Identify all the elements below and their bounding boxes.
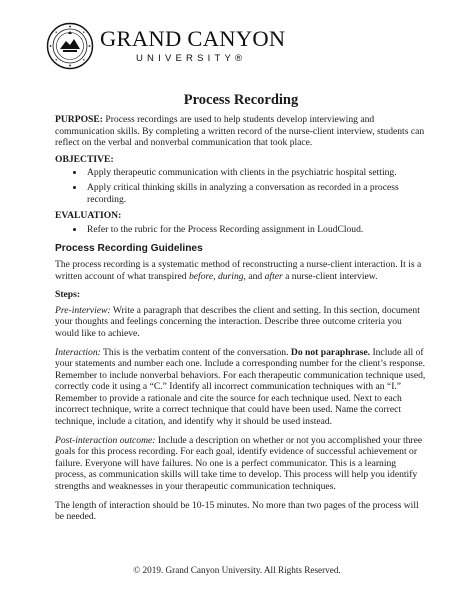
list-item: • Refer to the rubric for the Process Recording assignment in LoudCloud. <box>85 224 427 236</box>
objective-list <box>55 167 427 205</box>
guidelines-intro <box>55 259 427 282</box>
pre-interview-paragraph <box>55 305 427 340</box>
interaction-bold: Do not paraphrase. <box>290 346 371 358</box>
steps-label: Steps: <box>55 289 81 301</box>
interaction-label: Interaction: <box>55 346 101 358</box>
interaction-text: Include all of your statements and number each one. Include a corresponding number for the client’s response. Remember to include nonverbal behaviors. For each therapeutic communication technique used, correctly code it using a “C.” Identify all incorrect communication techniques with an “I.” Remember to provide a rationale and cite the source for each technique used. Next to each incorrect technique, write a correct technique that could have been used. Name the correct technique, include a citation, and identify why it should be used instead. <box>55 346 426 428</box>
evaluation-list <box>55 224 427 236</box>
interaction-text: This is the verbatim content of the conversation. <box>100 346 291 358</box>
post-interaction-label: Post-interaction outcome: <box>55 434 156 446</box>
length-paragraph: The length of interaction should be 10-15 minutes. No more than two pages of the process will be needed. <box>55 499 419 523</box>
evaluation-label: EVALUATION: <box>55 210 122 222</box>
purpose-paragraph <box>55 114 427 149</box>
copyright-footer: © 2019. Grand Canyon University. All Rights Reserved. <box>133 565 341 575</box>
list-item: • Apply critical thinking skills in analyzing a conversation as recorded in a process recording. <box>85 182 427 205</box>
purpose-label: PURPOSE: <box>55 114 103 125</box>
emphasis-before: before, during <box>189 270 244 282</box>
interaction-paragraph <box>55 347 427 428</box>
guidelines-text: a nurse-client interview. <box>282 270 378 282</box>
brand-subtitle: UNIVERSITY® <box>136 53 247 64</box>
pre-interview-label: Pre-interview: <box>55 304 111 316</box>
guidelines-text: , and <box>243 270 265 282</box>
pre-interview-text: Write a paragraph that describes the client and setting. In this section, document your thoughts and feelings concerning the interaction. Describe three outcome criteria you would like to achieve. <box>55 304 420 339</box>
university-logo <box>46 22 286 72</box>
emphasis-after: after <box>264 270 283 282</box>
objective-label: OBJECTIVE: <box>55 153 114 165</box>
page-title: Process Recording <box>183 92 299 108</box>
guidelines-text: The process recording is a systematic method of reconstructing a nurse-client interaction. It is a written account of what transpired <box>55 258 422 282</box>
section-heading: Process Recording Guidelines <box>55 243 203 255</box>
post-interaction-text: Include a description on whether or not you accomplished your three goals for this process recording. For each goal, identify evidence of successful achievement or failure. Everyone will have failures. No one is a perfect communicator. This is a learning process, as communication skills will take time to develop. This process will help you identify strengths and weaknesses in your therapeutic communication techniques. <box>55 434 423 493</box>
university-seal-icon <box>46 22 94 70</box>
purpose-text: Process recordings are used to help students develop interviewing and communication skills. By completing a written record of the nurse-client interview, students can reflect on the verbal and nonverbal communication that took place. <box>55 114 425 149</box>
brand-name: GRAND CANYON <box>100 26 286 51</box>
document-body <box>55 92 427 530</box>
post-interaction-paragraph <box>55 435 427 493</box>
list-item: • Apply therapeutic communication with clients in the psychiatric hospital setting. <box>85 167 427 179</box>
